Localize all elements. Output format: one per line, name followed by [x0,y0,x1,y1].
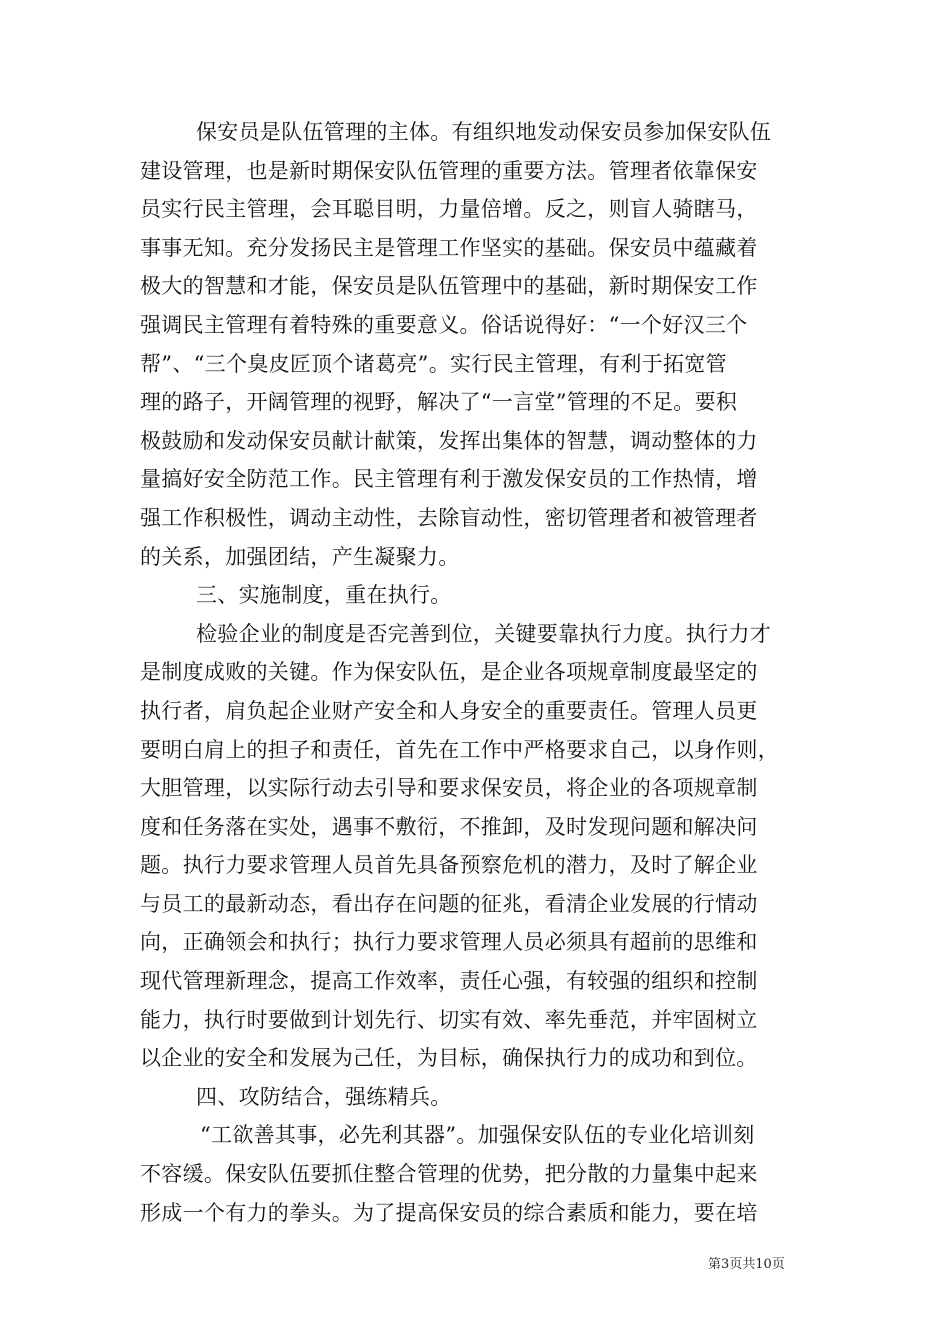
section-heading-3: 三、实施制度，重在执行。 [196,583,452,608]
text-line: 度和任务落在实处，遇事不敷衍，不推卸，及时发现问题和解决问 [140,814,758,839]
text-line: 帮”、“三个臭皮匠顶个诸葛亮”。实行民主管理，有利于拓宽管 [140,351,727,376]
text-line: “工欲善其事，必先利其器”。加强保安队伍的专业化培训刻 [200,1123,755,1148]
text-line: 强调民主管理有着特殊的重要意义。俗话说得好：“一个好汉三个 [140,312,748,337]
text-line: 现代管理新理念，提高工作效率，责任心强，有较强的组织和控制 [140,969,758,994]
text-line: 不容缓。保安队伍要抓住整合管理的优势，把分散的力量集中起来 [140,1162,758,1187]
text-line: 题。执行力要求管理人员首先具备预察危机的潜力，及时了解企业 [140,853,758,878]
text-line: 是制度成败的关键。作为保安队伍，是企业各项规章制度最坚定的 [140,660,758,685]
text-line: 检验企业的制度是否完善到位，关键要靠执行力度。执行力才 [196,621,772,646]
text-line: 理的路子，开阔管理的视野，解决了“一言堂”管理的不足。要积 [140,390,738,415]
text-line: 极鼓励和发动保安员献计献策，发挥出集体的智慧，调动整体的力 [140,428,758,453]
section-heading-4: 四、攻防结合，强练精兵。 [196,1084,452,1109]
paragraph-democratic-management [140,113,810,576]
body-text [140,113,810,1232]
text-line: 极大的智慧和才能，保安员是队伍管理中的基础，新时期保安工作 [140,274,758,299]
page-number-footer: 第3页共10页 [708,1257,785,1272]
text-line: 强工作积极性，调动主动性，去除盲动性，密切管理者和被管理者 [140,505,758,530]
text-line: 建设管理，也是新时期保安队伍管理的重要方法。管理者依靠保安 [140,158,758,183]
text-line: 员实行民主管理，会耳聪目明，力量倍增。反之，则盲人骑瞎马， [140,197,758,222]
text-line: 的关系，加强团结，产生凝聚力。 [140,544,460,569]
text-line: 要明白肩上的担子和责任，首先在工作中严格要求自己，以身作则， [140,737,779,762]
paragraph-execution [140,615,810,1078]
text-line: 大胆管理，以实际行动去引导和要求保安员，将企业的各项规章制 [140,776,758,801]
text-line: 能力，执行时要做到计划先行、切实有效、率先垂范，并牢固树立 [140,1007,758,1032]
text-line: 以企业的安全和发展为己任，为目标，确保执行力的成功和到位。 [140,1046,758,1071]
text-line: 向，正确领会和执行；执行力要求管理人员必须具有超前的思维和 [140,930,758,955]
text-line: 保安员是队伍管理的主体。有组织地发动保安员参加保安队伍 [196,120,772,144]
paragraph-training [140,1116,810,1232]
text-line: 执行者，肩负起企业财产安全和人身安全的重要责任。管理人员更 [140,698,758,723]
text-line: 量搞好安全防范工作。民主管理有利于激发保安员的工作热情，增 [140,467,758,492]
text-line: 事事无知。充分发扬民主是管理工作坚实的基础。保安员中蕴藏着 [140,235,758,260]
text-line: 形成一个有力的拳头。为了提高保安员的综合素质和能力，要在培 [140,1200,758,1225]
text-line: 与员工的最新动态，看出存在问题的征兆，看清企业发展的行情动 [140,891,758,916]
